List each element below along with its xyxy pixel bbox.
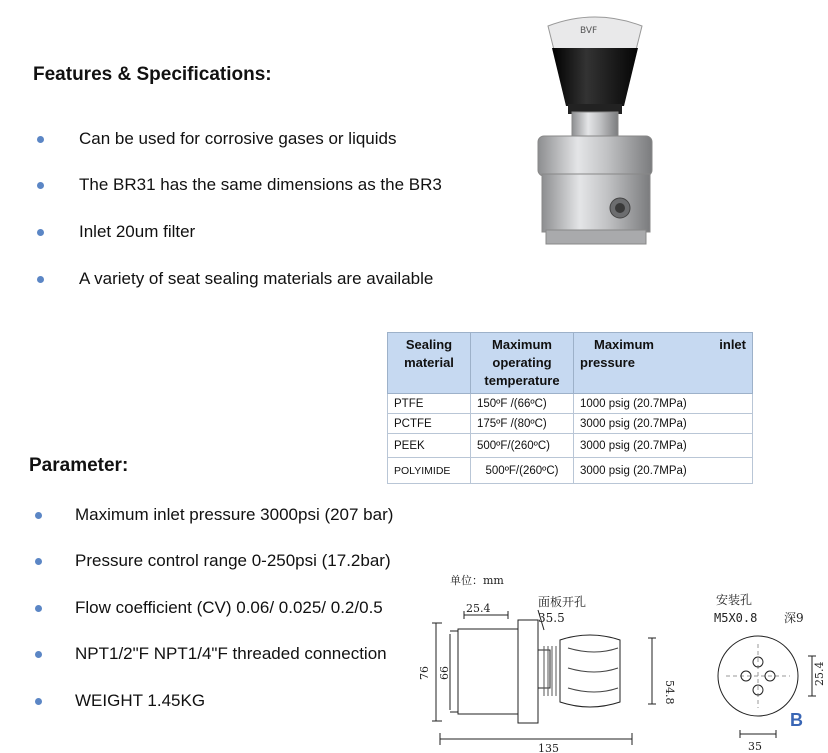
view-label-b: B	[790, 710, 803, 730]
parameter-item: WEIGHT 1.45KG	[75, 691, 206, 710]
mount-hole-spec: M5X0.8	[714, 611, 758, 625]
panel-hole-value: 35.5	[538, 611, 565, 625]
header-text: material	[404, 355, 454, 370]
table-row	[388, 394, 753, 414]
parameter-item: Flow coefficient (CV) 0.06/ 0.025/ 0.2/0.5	[75, 598, 383, 617]
header-sealing-material	[388, 333, 471, 394]
dim-135: 135	[538, 742, 559, 753]
dim-25-4-top: 25.4	[466, 602, 491, 615]
bullet-icon	[35, 651, 42, 658]
mount-hole-depth: 深9	[784, 611, 804, 625]
regulator-product-image	[520, 8, 670, 250]
cell-material: PCTFE	[388, 414, 471, 434]
header-text: operating	[492, 355, 552, 370]
header-text: Maximum	[594, 337, 654, 352]
spec-table	[387, 332, 753, 484]
feature-item: Can be used for corrosive gases or liquids	[79, 129, 397, 148]
header-text: inlet	[719, 337, 746, 352]
cell-material: PTFE	[388, 394, 471, 414]
parameter-item: Pressure control range 0-250psi (17.2bar)	[75, 551, 391, 570]
cell-pressure: 3000 psig (20.7MPa)	[574, 414, 753, 434]
cell-pressure: 3000 psig (20.7MPa)	[574, 434, 753, 458]
mount-hole-label: 安装孔	[716, 593, 753, 607]
table-row	[388, 414, 753, 434]
bullet-icon	[35, 698, 42, 705]
parameters-title: Parameter:	[29, 455, 129, 476]
dim-54-8: 54.8	[663, 680, 676, 705]
cap-label: BVF	[580, 26, 598, 36]
unit-label: 单位：mm	[450, 574, 504, 587]
cell-temperature: 500ºF/(260ºC)	[471, 434, 574, 458]
cell-pressure: 1000 psig (20.7MPa)	[574, 394, 753, 414]
header-max-pressure	[574, 333, 753, 394]
cell-material: POLYIMIDE	[388, 458, 471, 484]
bullet-icon	[35, 512, 42, 519]
bullet-icon	[37, 182, 44, 189]
feature-item: Inlet 20um filter	[79, 222, 196, 241]
features-title: Features & Specifications:	[33, 64, 272, 85]
parameter-item: Maximum inlet pressure 3000psi (207 bar)	[75, 505, 394, 524]
feature-item: The BR31 has the same dimensions as the BR3	[79, 175, 442, 194]
table-header-row	[388, 333, 753, 394]
panel-hole-label: 面板开孔	[538, 595, 587, 609]
parameter-item: NPT1/2"F NPT1/4"F threaded connection	[75, 644, 387, 663]
table-row	[388, 434, 753, 458]
cell-temperature: 175ºF /(80ºC)	[471, 414, 574, 434]
bullet-icon	[37, 276, 44, 283]
cell-temperature: 150ºF /(66ºC)	[471, 394, 574, 414]
bullet-icon	[35, 605, 42, 612]
feature-item: A variety of seat sealing materials are available	[79, 269, 434, 288]
header-text: pressure	[580, 355, 635, 370]
header-max-temp	[471, 333, 574, 394]
dim-25-4-side: 25.4	[813, 661, 826, 686]
table-row	[388, 458, 753, 484]
dim-35: 35	[748, 740, 762, 753]
bullet-icon	[35, 558, 42, 565]
bullet-icon	[37, 229, 44, 236]
header-text: temperature	[484, 373, 560, 388]
cell-temperature: 500ºF/(260ºC)	[471, 458, 574, 484]
bullet-icon	[37, 136, 44, 143]
dim-76: 76	[418, 666, 431, 680]
dimension-drawing	[420, 568, 828, 753]
cell-material: PEEK	[388, 434, 471, 458]
dim-66: 66	[438, 666, 451, 680]
header-text: Sealing	[405, 337, 453, 352]
header-text: Maximum	[492, 337, 552, 352]
cell-pressure: 3000 psig (20.7MPa)	[574, 458, 753, 484]
